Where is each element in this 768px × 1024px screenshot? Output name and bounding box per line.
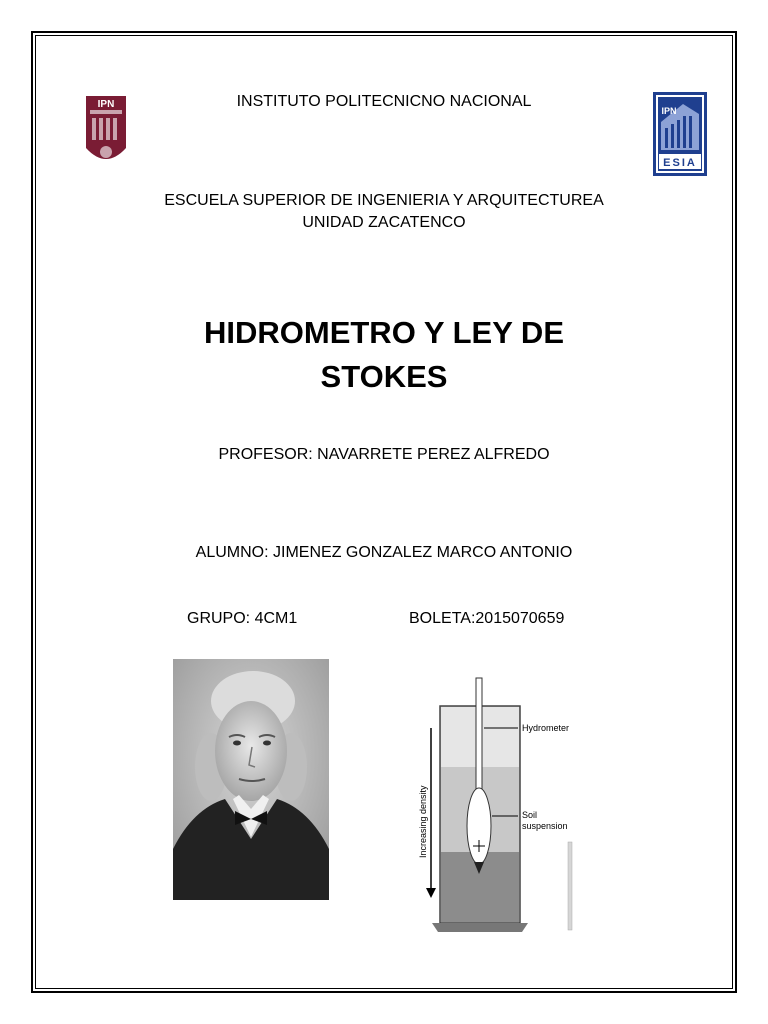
document-title-line1: HIDROMETRO Y LEY DE xyxy=(203,315,564,350)
institute-name: INSTITUTO POLITECNICNO NACIONAL xyxy=(236,93,532,110)
ipn-logo-text: IPN xyxy=(97,99,115,110)
grupo-label: GRUPO: 4CM1 xyxy=(187,610,298,627)
soil-label: Soil xyxy=(522,810,538,820)
esia-logo-top-text: IPN xyxy=(661,106,677,116)
hydrometer-diagram xyxy=(410,676,590,934)
alumno-label: ALUMNO: JIMENEZ GONZALEZ MARCO ANTONIO xyxy=(195,544,573,561)
document-title-line2: STOKES xyxy=(320,359,448,394)
school-unit: UNIDAD ZACATENCO xyxy=(302,214,466,231)
esia-logo-bottom-text: ESIA xyxy=(663,157,697,169)
profesor-label: PROFESOR: NAVARRETE PEREZ ALFREDO xyxy=(218,446,550,463)
page-border-inner xyxy=(35,35,733,989)
axis-label-density: Increasing density xyxy=(418,785,428,858)
boleta-label: BOLETA:2015070659 xyxy=(409,610,565,627)
hydrometer-label: Hydrometer xyxy=(522,723,570,733)
school-name: ESCUELA SUPERIOR DE INGENIERIA Y ARQUITECTUREA xyxy=(164,192,604,209)
portrait-photo xyxy=(173,659,329,900)
suspension-label: suspension xyxy=(522,821,568,831)
